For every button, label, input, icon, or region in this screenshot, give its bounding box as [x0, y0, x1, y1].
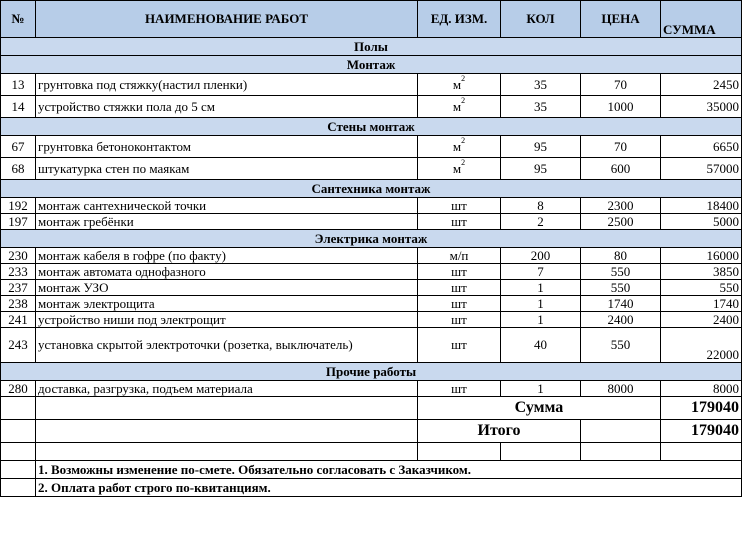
unit-text: м — [452, 76, 462, 92]
header-unit: ЕД. ИЗМ. — [418, 1, 501, 38]
empty-cell — [581, 443, 661, 461]
row-unit: шт — [418, 198, 501, 214]
row-num: 14 — [1, 96, 36, 118]
empty-cell — [501, 443, 581, 461]
table-row — [1, 198, 742, 214]
row-qty: 95 — [501, 136, 581, 158]
unit-text: м — [452, 138, 462, 154]
row-name: монтаж автомата однофазного — [36, 264, 418, 280]
row-num: 230 — [1, 248, 36, 264]
table-title: Полы — [1, 38, 742, 56]
total-value: 179040 — [661, 420, 742, 443]
row-price: 2300 — [581, 198, 661, 214]
row-price: 600 — [581, 158, 661, 180]
header-sum: СУММА — [661, 1, 742, 38]
sum-label: Сумма — [418, 397, 661, 420]
unit-superscript: 2 — [461, 136, 466, 146]
row-qty: 1 — [501, 280, 581, 296]
row-unit: шт — [418, 381, 501, 397]
row-unit: шт — [418, 328, 501, 363]
row-unit — [418, 74, 501, 96]
unit-superscript: 2 — [461, 96, 466, 106]
header-row — [1, 1, 742, 38]
total-row — [1, 420, 742, 443]
row-sum: 22000 — [661, 328, 742, 363]
table-row — [1, 136, 742, 158]
table-row — [1, 280, 742, 296]
row-unit: шт — [418, 214, 501, 230]
row-unit — [418, 136, 501, 158]
empty-cell — [36, 420, 418, 443]
empty-cell — [36, 397, 418, 420]
table-row — [1, 248, 742, 264]
row-price: 80 — [581, 248, 661, 264]
row-sum: 550 — [661, 280, 742, 296]
row-sum: 1740 — [661, 296, 742, 312]
row-sum: 5000 — [661, 214, 742, 230]
table-row — [1, 74, 742, 96]
section-header — [1, 363, 742, 381]
row-sum: 16000 — [661, 248, 742, 264]
sum-row — [1, 397, 742, 420]
row-price: 2400 — [581, 312, 661, 328]
row-qty: 2 — [501, 214, 581, 230]
row-name: установка скрытой электроточки (розетка, выключатель) — [36, 328, 418, 363]
row-sum: 3850 — [661, 264, 742, 280]
row-unit: м/п — [418, 248, 501, 264]
row-qty: 40 — [501, 328, 581, 363]
empty-cell — [581, 420, 661, 443]
row-sum: 57000 — [661, 158, 742, 180]
row-num: 237 — [1, 280, 36, 296]
section-header — [1, 56, 742, 74]
table-row — [1, 96, 742, 118]
row-qty: 1 — [501, 296, 581, 312]
row-price: 550 — [581, 328, 661, 363]
row-name: устройство стяжки пола до 5 см — [36, 96, 418, 118]
row-unit — [418, 158, 501, 180]
row-name: грунтовка под стяжку(настил пленки) — [36, 74, 418, 96]
row-qty: 35 — [501, 74, 581, 96]
row-num: 197 — [1, 214, 36, 230]
empty-cell — [1, 479, 36, 497]
row-qty: 200 — [501, 248, 581, 264]
row-qty: 1 — [501, 312, 581, 328]
section-title: Стены монтаж — [1, 118, 742, 136]
unit-superscript: 2 — [461, 158, 466, 168]
row-price: 550 — [581, 280, 661, 296]
empty-cell — [1, 397, 36, 420]
row-unit: шт — [418, 296, 501, 312]
total-label: Итого — [418, 420, 581, 443]
row-name: монтаж электрощита — [36, 296, 418, 312]
table-row — [1, 158, 742, 180]
header-qty: КОЛ — [501, 1, 581, 38]
row-unit: шт — [418, 280, 501, 296]
row-qty: 8 — [501, 198, 581, 214]
row-price: 1740 — [581, 296, 661, 312]
section-header — [1, 118, 742, 136]
note-text: 1. Возможны изменение по-смете. Обязательно согласовать с Заказчиком. — [36, 461, 742, 479]
row-name: штукатурка стен по маякам — [36, 158, 418, 180]
row-num: 233 — [1, 264, 36, 280]
row-sum: 2400 — [661, 312, 742, 328]
row-num: 243 — [1, 328, 36, 363]
empty-cell — [1, 420, 36, 443]
row-name: монтаж УЗО — [36, 280, 418, 296]
section-header — [1, 180, 742, 198]
row-price: 8000 — [581, 381, 661, 397]
row-name: монтаж гребёнки — [36, 214, 418, 230]
empty-cell — [1, 461, 36, 479]
table-row — [1, 312, 742, 328]
section-title: Монтаж — [1, 56, 742, 74]
table-row — [1, 296, 742, 312]
row-num: 280 — [1, 381, 36, 397]
row-sum: 2450 — [661, 74, 742, 96]
empty-cell — [418, 443, 501, 461]
table-row — [1, 328, 742, 363]
header-price: ЦЕНА — [581, 1, 661, 38]
empty-cell — [661, 443, 742, 461]
empty-cell — [36, 443, 418, 461]
row-num: 192 — [1, 198, 36, 214]
row-qty: 1 — [501, 381, 581, 397]
row-price: 70 — [581, 136, 661, 158]
table-row — [1, 264, 742, 280]
row-price: 1000 — [581, 96, 661, 118]
row-qty: 35 — [501, 96, 581, 118]
table-title-row — [1, 38, 742, 56]
row-qty: 95 — [501, 158, 581, 180]
row-name: монтаж кабеля в гофре (по факту) — [36, 248, 418, 264]
row-unit: шт — [418, 264, 501, 280]
table-row — [1, 381, 742, 397]
row-name: монтаж сантехнической точки — [36, 198, 418, 214]
empty-cell — [1, 443, 36, 461]
row-num: 68 — [1, 158, 36, 180]
row-price: 70 — [581, 74, 661, 96]
row-name: доставка, разгрузка, подъем материала — [36, 381, 418, 397]
row-sum: 35000 — [661, 96, 742, 118]
row-sum: 18400 — [661, 198, 742, 214]
unit-superscript: 2 — [461, 74, 466, 84]
row-sum: 6650 — [661, 136, 742, 158]
section-title: Прочие работы — [1, 363, 742, 381]
table-row — [1, 214, 742, 230]
row-num: 241 — [1, 312, 36, 328]
unit-text: м — [452, 98, 462, 114]
note-row — [1, 461, 742, 479]
row-name: устройство ниши под электрощит — [36, 312, 418, 328]
row-unit — [418, 96, 501, 118]
header-num: № — [1, 1, 36, 38]
row-name: грунтовка бетоноконтактом — [36, 136, 418, 158]
note-row — [1, 479, 742, 497]
sum-value: 179040 — [661, 397, 742, 420]
note-text: 2. Оплата работ строго по-квитанциям. — [36, 479, 742, 497]
unit-text: м — [452, 160, 462, 176]
row-price: 2500 — [581, 214, 661, 230]
row-price: 550 — [581, 264, 661, 280]
section-header — [1, 230, 742, 248]
row-qty: 7 — [501, 264, 581, 280]
blank-row — [1, 443, 742, 461]
row-sum: 8000 — [661, 381, 742, 397]
section-title: Сантехника монтаж — [1, 180, 742, 198]
row-num: 238 — [1, 296, 36, 312]
row-num: 13 — [1, 74, 36, 96]
row-unit: шт — [418, 312, 501, 328]
header-name: НАИМЕНОВАНИЕ РАБОТ — [36, 1, 418, 38]
section-title: Электрика монтаж — [1, 230, 742, 248]
row-num: 67 — [1, 136, 36, 158]
